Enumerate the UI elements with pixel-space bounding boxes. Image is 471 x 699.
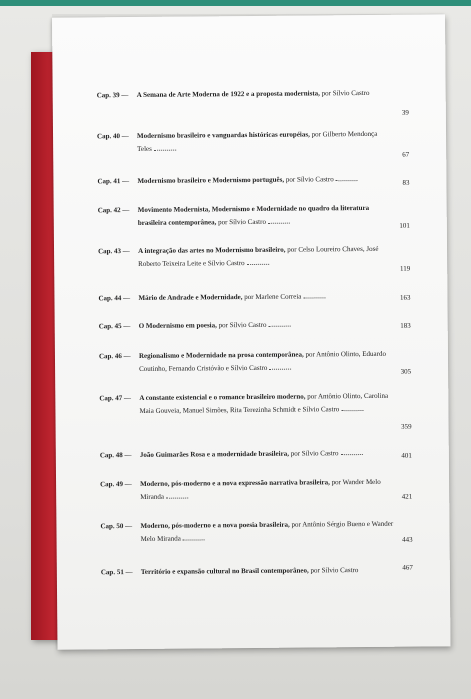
- toc-entry-cap-46: [99, 348, 411, 377]
- page-number: 101: [399, 221, 410, 230]
- chapter-title: Modernismo brasileiro e Modernismo português,: [137, 175, 285, 185]
- dot-leader: [336, 174, 358, 181]
- dot-leader: [341, 404, 363, 411]
- chapter-number: Cap. 49 —: [100, 480, 132, 489]
- chapter-number: Cap. 46 —: [98, 352, 131, 361]
- chapter-number: Cap. 45 —: [98, 322, 131, 331]
- chapter-number: Cap. 44 —: [98, 294, 131, 303]
- chapter-number: Cap. 43 —: [98, 247, 130, 256]
- page-number: 401: [401, 451, 412, 460]
- page-number: 183: [400, 321, 411, 330]
- toc-entry-cap-51: [101, 564, 413, 580]
- chapter-number: Cap. 48 —: [99, 451, 132, 460]
- chapter-author: por Antônio Sérgio Bueno e Wander Melo Miranda: [140, 519, 394, 543]
- dot-leader: [154, 144, 176, 151]
- chapter-number: Cap. 40 —: [97, 132, 129, 141]
- chapter-author: por Marlene Correia: [242, 292, 302, 302]
- chapter-title: Movimento Modernista, Modernismo e Modernidade no quadro da literatura brasileira contemporânea,: [137, 203, 370, 227]
- toc-entry-cap-48: [100, 447, 412, 463]
- chapter-title: João Guimarães Rosa e a modernidade brasileira,: [139, 449, 289, 459]
- chapter-number: Cap. 39 —: [96, 91, 129, 100]
- table-of-contents: [52, 14, 451, 649]
- page-number: 119: [399, 264, 411, 273]
- page-number: 83: [402, 178, 410, 187]
- dot-leader: [166, 492, 188, 499]
- chapter-title: A Semana de Arte Moderna de 1922 e a proposta modernista,: [136, 89, 320, 99]
- toc-entry-cap-47: [99, 390, 412, 431]
- dot-leader: [268, 320, 290, 327]
- page-number: 67: [402, 150, 410, 159]
- toc-entry-cap-50: [100, 518, 412, 547]
- page-number: 305: [400, 367, 412, 376]
- chapter-title: Moderno, pós-moderno e a nova expressão narrativa brasileira,: [140, 478, 330, 488]
- book-page: [52, 14, 451, 649]
- chapter-title: Mário de Andrade e Modernidade,: [138, 293, 243, 302]
- page-number: 39: [401, 108, 409, 117]
- chapter-number: Cap. 41 —: [97, 177, 130, 186]
- chapter-author: por Antônio Olinto, Eduardo Coutinho, Fernando Cristóvão e Sílvio Castro: [139, 349, 387, 373]
- chapter-number: Cap. 51 —: [100, 568, 133, 577]
- chapter-title: Regionalismo e Modernidade na prosa contemporânea,: [138, 350, 304, 360]
- toc-entry-cap-41: [97, 173, 409, 189]
- dot-leader: [268, 217, 290, 224]
- toc-entry-cap-45: [99, 318, 411, 334]
- chapter-title: O Modernismo em poesia,: [138, 321, 217, 330]
- chapter-author: por Sílvio Castro: [288, 449, 339, 458]
- dot-leader: [269, 363, 291, 370]
- chapter-title: Modernismo brasileiro e vanguardas históricas européias,: [137, 130, 310, 140]
- toc-entry-cap-42: [98, 202, 410, 231]
- chapter-title: A integração das artes no Modernismo brasileiro,: [138, 245, 286, 255]
- toc-entry-cap-43: [98, 243, 410, 272]
- page-number: 163: [399, 293, 411, 302]
- page-number: 443: [402, 535, 413, 544]
- chapter-author: por Wander Melo Miranda: [140, 477, 381, 501]
- toc-entry-cap-49: [100, 476, 412, 505]
- dot-leader: [303, 291, 325, 298]
- chapter-number: Cap. 42 —: [97, 206, 130, 215]
- toc-entry-cap-40: [97, 128, 409, 157]
- chapter-number: Cap. 47 —: [99, 394, 132, 403]
- chapter-author: por Antônio Olinto, Carolina Maia Gouveia, Manuel Simões, Rita Terezinha Schmidt e Sílvio Castro: [139, 391, 389, 415]
- chapter-title: A constante existencial e o romance brasileiro moderno,: [139, 392, 306, 402]
- chapter-author: por Sílvio Castro: [216, 320, 267, 330]
- page-number: 359: [401, 422, 412, 431]
- page-number: 421: [401, 492, 413, 501]
- toc-entry-cap-39: [96, 87, 409, 117]
- chapter-author: por Sílvio Castro: [216, 217, 266, 227]
- chapter-number: Cap. 50 —: [100, 522, 133, 531]
- chapter-author: por Sílvio Castro: [284, 175, 334, 184]
- dot-leader: [247, 258, 269, 265]
- page-number: 467: [402, 563, 413, 572]
- chapter-title: Moderno, pós-moderno e a nova poesia brasileira,: [140, 520, 290, 530]
- chapter-author: por Gilberto Mendonça Teles: [137, 129, 378, 153]
- dot-leader: [183, 533, 205, 540]
- dot-leader: [341, 448, 363, 455]
- chapter-author: por Celso Loureiro Chaves, José Roberto Teixeira Leite e Sílvio Castro: [138, 244, 379, 268]
- chapter-title: Território e expansão cultural no Brasil contemporâneo,: [140, 566, 309, 576]
- chapter-author: por Sílvio Castro: [319, 88, 370, 98]
- chapter-author: por Sílvio Castro: [308, 566, 359, 575]
- toc-entry-cap-44: [98, 290, 410, 306]
